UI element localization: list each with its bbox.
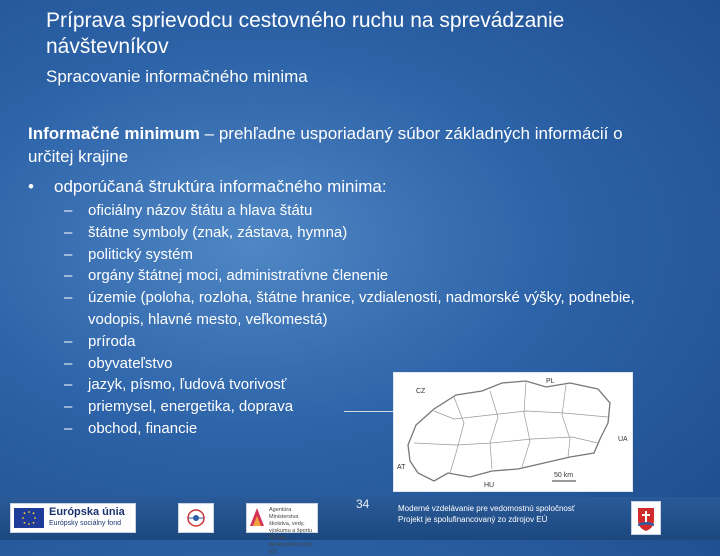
bullet-text: odporúčaná štruktúra informačného minima: (54, 177, 387, 196)
eu-logo (10, 503, 136, 533)
eu-flag-icon (14, 508, 44, 528)
list-item: – štátne symboly (znak, zástava, hymna) (64, 222, 694, 244)
coat-of-arms-logo (631, 501, 661, 535)
slide-title: Príprava sprievodcu cestovného ruchu na sprevádzanie návštevníkov (46, 9, 565, 58)
scale-label: 50 km (554, 472, 574, 479)
intro-paragraph (28, 122, 668, 168)
eu-logo-subtitle: Európsky sociálny fond (49, 520, 121, 527)
map-label-hu: HU (484, 482, 495, 489)
footer-line-1: Moderné vzdelávanie pre vedomostnú spoločnosť (398, 504, 575, 513)
list-item: – obchod, financie (64, 418, 694, 440)
map-label-cz: CZ (416, 388, 426, 395)
list-item: – priemysel, energetika, doprava (64, 396, 694, 418)
list-item: – oficiálny názov štátu a hlava štátu (64, 200, 694, 222)
page-number: 34 (356, 497, 370, 511)
map-label-pl: PL (546, 378, 555, 385)
slide-subtitle: Spracovanie informačného minima (46, 67, 308, 86)
list-item: – územie (poloha, rozloha, štátne hranice, vzdialenosti, nadmorské výšky, podnebie, vodopis, hlavné mesto, veľkomestá) (64, 287, 694, 331)
list-item: – jazyk, písmo, ľudová tvorivosť (64, 374, 694, 396)
slovakia-map (393, 372, 633, 492)
region-border (414, 437, 598, 445)
coat-of-arms-icon (632, 502, 660, 534)
bullet-marker: • (28, 177, 34, 196)
agency-logo-text: Agentúra Ministerstva školstva, vedy, výskumu a športu SR pre štrukturálne fondy EÚ (269, 507, 313, 555)
bullet-item (28, 176, 387, 198)
eu-logo-title: Európska únia (49, 506, 125, 518)
intro-definition: – prehľadne usporiadaný súbor základných informácií o určitej krajine (28, 124, 623, 166)
footer-line-2: Projekt je spolufinancovaný zo zdrojov EÚ (398, 515, 548, 524)
list-item: – orgány štátnej moci, administratívne členenie (64, 265, 694, 287)
intro-term: Informačné minimum (28, 124, 200, 143)
project-logo-icon (179, 504, 213, 532)
list-item: – príroda (64, 331, 694, 353)
region-border (522, 382, 530, 467)
list-item: – obyvateľstvo (64, 353, 694, 375)
region-border (490, 391, 498, 469)
country-outline (408, 381, 610, 481)
agency-logo (246, 503, 318, 555)
footer-text (398, 503, 628, 525)
agency-logo-icon (247, 504, 267, 530)
divider-line (344, 411, 396, 412)
region-border (450, 397, 464, 473)
map-label-at: AT (397, 464, 406, 471)
list-item: – politický systém (64, 244, 694, 266)
project-logo (178, 503, 214, 533)
region-border (562, 385, 570, 457)
map-label-ua: UA (618, 436, 628, 443)
map-graphic (394, 373, 632, 491)
